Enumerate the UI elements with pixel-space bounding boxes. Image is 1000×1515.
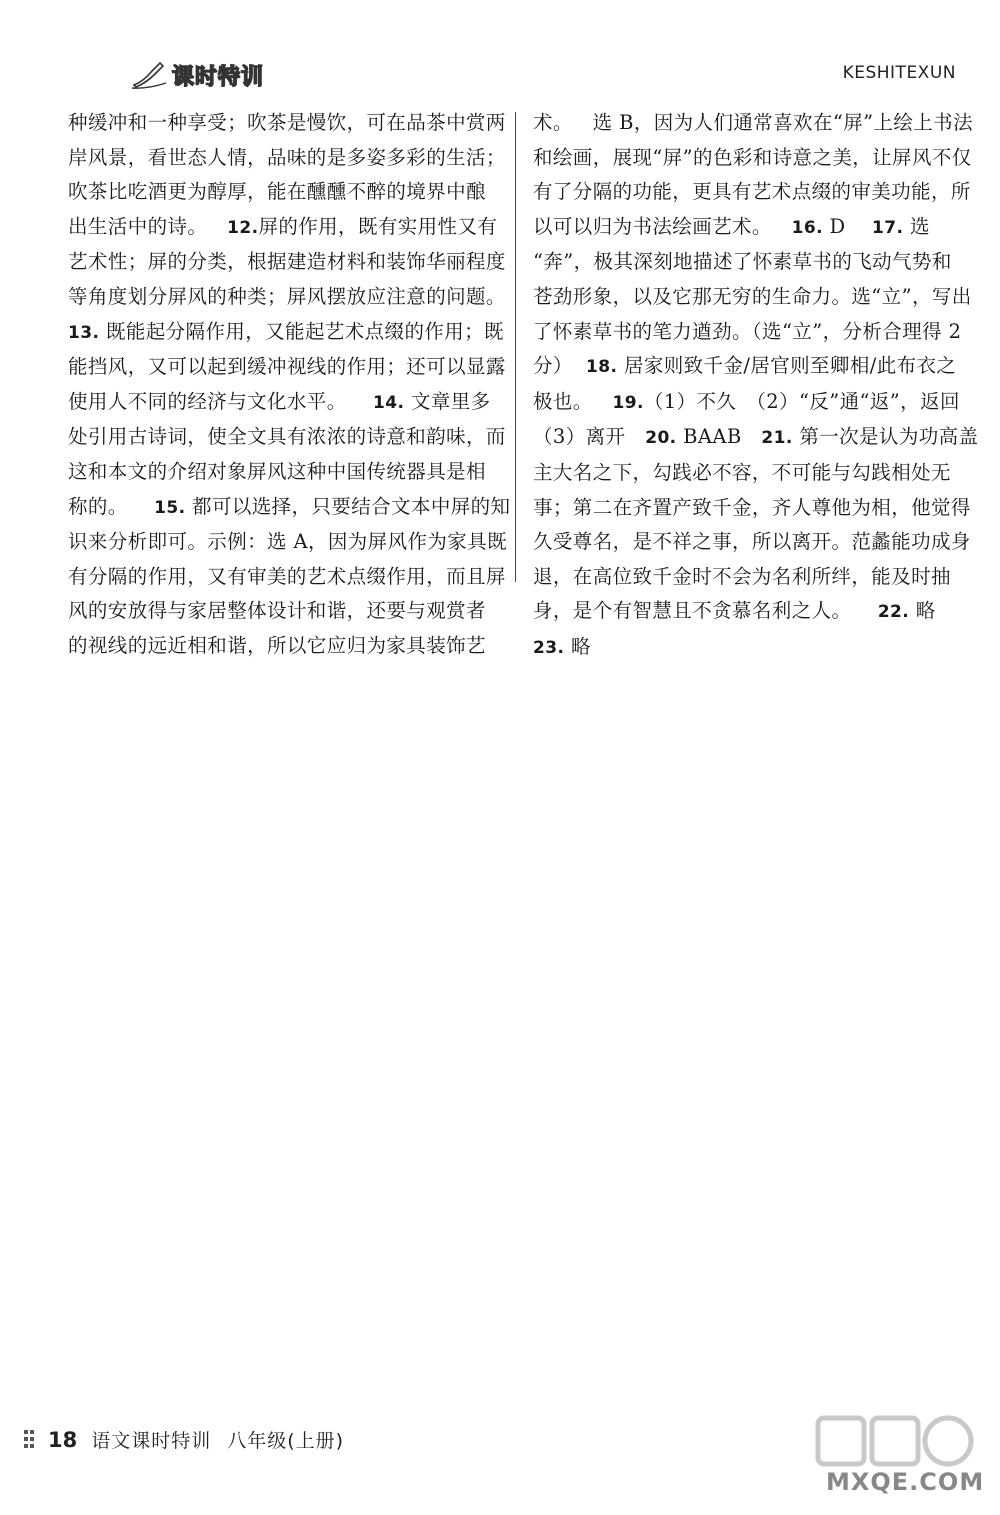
question-number: 17. xyxy=(872,217,904,238)
text-segment: 以可以归为书法绘画艺术。 xyxy=(533,214,772,238)
text-line: 久受尊名，是不祥之事，所以离开。范蠡能功成身 xyxy=(533,530,971,554)
question-number: 23. xyxy=(533,637,565,658)
text-line xyxy=(533,594,936,630)
text-line xyxy=(68,385,496,421)
text-line: 有分隔的作用，又有审美的艺术点缀作用，而且屏 xyxy=(68,564,506,588)
question-number: 12. xyxy=(227,217,259,238)
answer-text: D xyxy=(829,214,846,238)
text-line: 事；第二在齐置产致千金，齐人尊他为相，他觉得 xyxy=(533,495,971,519)
text-line: 的视线的远近相和谐，所以它应归为家具装饰艺 xyxy=(68,633,486,657)
answer-text: 居家则致千金/居官则至卿相/此布衣之 xyxy=(623,354,957,378)
text-line xyxy=(533,210,933,246)
answer-text: 略 xyxy=(915,599,936,623)
text-line xyxy=(68,490,511,526)
answer-text: （1）不久 （2）“反”通“返”，返回 xyxy=(643,389,960,413)
answer-text: 选 xyxy=(909,214,930,238)
left-column xyxy=(68,106,511,664)
text-segment: 极也。 xyxy=(533,389,593,413)
header-pinyin: KESHITEXUN xyxy=(842,63,956,83)
text-line xyxy=(533,385,960,421)
text-segment: 身，是个有智慧且不贪慕名利之人。 xyxy=(533,599,852,623)
text-line: 风的安放得与家居整体设计和谐，还要与观赏者 xyxy=(68,599,486,623)
column-divider xyxy=(515,112,516,582)
text-segment: 使用人不同的经济与文化水平。 xyxy=(68,389,347,413)
answer-text: 文章里多 xyxy=(410,389,491,413)
question-number: 18. xyxy=(586,357,618,378)
text-line xyxy=(533,349,957,385)
text-segment: 术。 xyxy=(533,111,573,134)
text-line xyxy=(68,315,504,351)
text-line: 有了分隔的功能，更具有艺术点缀的审美功能，所 xyxy=(533,180,971,204)
answer-text: 略 xyxy=(570,634,591,658)
answer-text: 选 B，因为人们通常喜欢在“屏”上绘上书法 xyxy=(592,111,973,134)
text-line: 能挡风，又可以起到缓冲视线的作用；还可以显露 xyxy=(68,355,506,379)
text-line xyxy=(533,630,933,666)
text-line: 了怀素草书的笔力遒劲。（选“立”，分析合理得 2 xyxy=(533,319,962,343)
text-line xyxy=(533,106,973,141)
answer-text: 既能起分隔作用，又能起艺术点缀的作用；既 xyxy=(105,319,504,343)
text-line: “奔”，极其深刻地描述了怀素草书的飞动气势和 xyxy=(533,250,952,274)
page-number: 18 xyxy=(48,1427,78,1452)
answer-text: 第一次是认为功高盖 xyxy=(799,425,979,449)
text-segment: 分） xyxy=(533,354,573,378)
question-number: 13. xyxy=(68,322,100,343)
pen-icon xyxy=(130,59,170,91)
question-number: 14. xyxy=(373,392,405,413)
text-segment: 称的。 xyxy=(68,494,128,518)
text-line: 吹茶比吃酒更为醇厚，能在醺醺不醉的境界中酿 xyxy=(68,180,486,204)
question-number: 19. xyxy=(612,392,644,413)
question-number: 22. xyxy=(877,602,910,623)
question-number: 16. xyxy=(791,217,823,238)
page-footer xyxy=(22,1426,344,1453)
text-line: 主大名之下，勾践必不容，不可能与勾践相处无 xyxy=(533,460,951,484)
footer-decoration-icon xyxy=(22,1428,38,1452)
text-line: 岸风景，看世态人情，品味的是多姿多彩的生活； xyxy=(68,145,506,169)
text-line: 艺术性；屏的分类，根据建造材料和装饰华丽程度 xyxy=(68,250,506,274)
answer-text: BAAB xyxy=(683,425,742,449)
header-logo xyxy=(130,58,290,92)
logo-text: 课时特训 xyxy=(172,64,265,90)
text-line: 苍劲形象，以及它那无穷的生命力。选“立”，写出 xyxy=(533,284,972,308)
watermark-text: MXQE.COM xyxy=(826,1468,985,1496)
answer-text: 都可以选择，只要结合文本中屏的知 xyxy=(192,494,511,518)
text-line: 这和本文的介绍对象屏风这种中国传统器具是相 xyxy=(68,459,486,483)
question-number: 20. xyxy=(645,428,677,449)
answer-text: 屏的作用，既有实用性又有 xyxy=(258,214,498,238)
book-grade: 八年级(上册) xyxy=(227,1430,345,1452)
question-number: 15. xyxy=(154,497,186,518)
text-line xyxy=(68,210,496,246)
text-line: 等角度划分屏风的种类；屏风摆放应注意的问题。 xyxy=(68,284,506,308)
book-title: 语文课时特训 xyxy=(91,1430,212,1452)
text-line: 识来分析即可。示例：选 A，因为屏风作为家具既 xyxy=(68,530,507,554)
text-line: 处引用古诗词，使全文具有浓浓的诗意和韵味，而 xyxy=(68,425,506,449)
right-column xyxy=(533,106,979,666)
text-segment: （3）离开 xyxy=(533,425,626,449)
question-number: 21. xyxy=(761,428,793,449)
text-segment: 出生活中的诗。 xyxy=(68,214,208,238)
text-line: 种缓冲和一种享受；吹茶是慢饮，可在品茶中赏两 xyxy=(68,111,506,134)
text-line xyxy=(533,420,979,456)
text-line: 和绘画，展现“屏”的色彩和诗意之美，让屏风不仅 xyxy=(533,145,972,169)
text-line: 退，在高位致千金时不会为名利所绊，能及时抽 xyxy=(533,564,951,588)
